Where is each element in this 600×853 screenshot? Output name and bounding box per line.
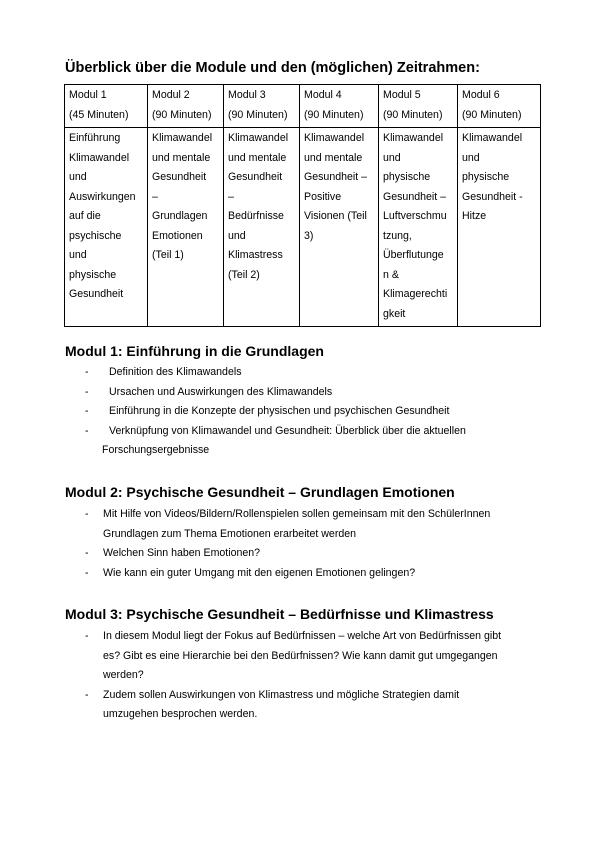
- module-topic-line: Bedürfnisse: [228, 210, 284, 222]
- module-topic-line: Klimagerechti: [383, 288, 448, 300]
- module-topic-line: Klimastress: [228, 249, 283, 261]
- list-item-text: Verknüpfung von Klimawandel und Gesundheit: Überblick über die aktuellen: [109, 424, 466, 437]
- module-topic-line: physische: [383, 171, 431, 183]
- module-duration: (90 Minuten): [304, 108, 364, 121]
- module-topic-line: Auswirkungen: [69, 190, 136, 203]
- module-topic-line: auf die: [69, 210, 101, 222]
- module-topic-cell: [379, 128, 458, 327]
- bullet-dash: -: [85, 688, 89, 701]
- module-topic-line: Hitze: [462, 210, 487, 222]
- module-name: Modul 3: [228, 89, 266, 101]
- bullet-dash: -: [85, 424, 89, 437]
- module-duration: (90 Minuten): [228, 108, 288, 121]
- module-topic-line: Luftverschmu: [383, 210, 447, 222]
- module-topic-line: Klimawandel: [69, 151, 130, 164]
- list-item-text: Ursachen und Auswirkungen des Klimawandels: [109, 385, 333, 398]
- list-item: [85, 564, 543, 584]
- section-title-modul-3: Modul 3: Psychische Gesundheit – Bedürfnisse und Klimastress: [65, 606, 494, 622]
- overview-title: Überblick über die Module und den (möglichen) Zeitrahmen:: [65, 60, 480, 76]
- bullet-dash: -: [85, 547, 89, 560]
- section-list-modul-1: [85, 363, 543, 461]
- module-topic-line: und: [228, 229, 246, 242]
- list-item-text: Definition des Klimawandels: [109, 366, 242, 378]
- list-item: [85, 383, 543, 403]
- bullet-dash: -: [85, 630, 89, 642]
- module-topic-line: Einführung: [69, 132, 121, 144]
- module-topic-line: (Teil 1): [152, 249, 184, 261]
- module-duration: (45 Minuten): [69, 108, 129, 121]
- list-item-text: Welchen Sinn haben Emotionen?: [103, 547, 261, 560]
- module-topic-line: Gesundheit –: [383, 190, 447, 203]
- module-topic-cell: [148, 128, 224, 327]
- list-item: [85, 686, 543, 725]
- module-topic-line: Emotionen: [152, 229, 203, 242]
- list-item: [85, 422, 543, 461]
- module-topic-line: und: [69, 171, 87, 183]
- list-item-text: Grundlagen zum Thema Emotionen erarbeitet werden: [103, 527, 357, 540]
- module-header-cell: [300, 85, 379, 128]
- module-header-cell: [65, 85, 148, 128]
- module-topic-line: und: [383, 151, 401, 164]
- module-topic-cell: [65, 128, 148, 327]
- list-item-text: In diesem Modul liegt der Fokus auf Bedürfnissen – welche Art von Bedürfnissen gibt: [103, 630, 502, 642]
- bullet-dash: -: [85, 566, 89, 579]
- module-duration: (90 Minuten): [152, 108, 212, 121]
- module-topic-line: Gesundheit: [152, 171, 207, 183]
- list-item-text: Einführung in die Konzepte der physischen und psychischen Gesundheit: [109, 405, 450, 418]
- module-name: Modul 5: [383, 89, 421, 101]
- list-item: [85, 544, 543, 564]
- section-list-modul-3: [85, 627, 543, 725]
- module-topic-line: Gesundheit -: [462, 190, 523, 203]
- module-topic-line: physische: [69, 268, 117, 281]
- module-topic-line: Gesundheit: [228, 171, 283, 183]
- module-name: Modul 6: [462, 89, 500, 101]
- module-topic-line: tzung,: [383, 229, 412, 242]
- modules-header-row: [65, 85, 541, 128]
- module-topic-line: Klimawandel: [462, 132, 523, 144]
- module-name: Modul 2: [152, 89, 190, 101]
- module-topic-line: n &: [383, 268, 399, 281]
- list-item-text: Wie kann ein guter Umgang mit den eigenen Emotionen gelingen?: [103, 566, 416, 579]
- list-item-text: werden?: [103, 669, 144, 682]
- module-header-cell: [148, 85, 224, 128]
- module-name: Modul 1: [69, 89, 107, 101]
- module-topic-cell: [458, 128, 541, 327]
- module-header-cell: [224, 85, 300, 128]
- module-duration: (90 Minuten): [462, 108, 522, 121]
- module-topic-line: Klimawandel: [152, 132, 213, 144]
- module-topic-line: und mentale: [304, 151, 363, 164]
- list-item-text: Forschungsergebnisse: [102, 444, 210, 457]
- section-title-modul-2: Modul 2: Psychische Gesundheit – Grundlagen Emotionen: [65, 484, 455, 500]
- module-topic-cell: [300, 128, 379, 327]
- section-list-modul-2: [85, 505, 543, 583]
- module-topic-line: Positive: [304, 190, 342, 203]
- module-topic-line: Gesundheit –: [304, 171, 368, 183]
- bullet-dash: -: [85, 405, 89, 418]
- list-item-text: umzugehen besprochen werden.: [103, 708, 258, 721]
- module-name: Modul 4: [304, 89, 342, 101]
- list-item-text: Zudem sollen Auswirkungen von Klimastress und mögliche Strategien damit: [103, 688, 460, 701]
- module-topic-line: psychische: [69, 229, 122, 242]
- bullet-dash: -: [85, 366, 89, 378]
- list-item: [85, 627, 543, 686]
- module-topic-line: Grundlagen: [152, 210, 208, 222]
- module-topic-line: Klimawandel: [304, 132, 365, 144]
- list-item: [85, 402, 543, 422]
- module-topic-line: Überflutunge: [383, 249, 444, 261]
- list-item-text: es? Gibt es eine Hierarchie bei den Bedürfnissen? Wie kann damit gut umgegangen: [103, 649, 498, 662]
- list-item: [85, 505, 543, 544]
- module-topic-line: und mentale: [152, 151, 211, 164]
- module-topic-line: –: [228, 190, 234, 203]
- module-topic-line: und: [462, 151, 480, 164]
- module-topic-line: gkeit: [383, 307, 406, 320]
- module-topic-line: und mentale: [228, 151, 287, 164]
- section-title-modul-1: Modul 1: Einführung in die Grundlagen: [65, 343, 324, 359]
- module-topic-line: und: [69, 249, 87, 261]
- module-topic-line: (Teil 2): [228, 268, 260, 281]
- modules-table: [64, 84, 541, 327]
- module-duration: (90 Minuten): [383, 108, 443, 121]
- list-item-text: Mit Hilfe von Videos/Bildern/Rollenspielen sollen gemeinsam mit den SchülerInnen: [103, 508, 491, 520]
- module-topic-line: Visionen (Teil: [304, 210, 367, 222]
- module-topic-line: physische: [462, 171, 510, 183]
- bullet-dash: -: [85, 508, 89, 520]
- module-header-cell: [458, 85, 541, 128]
- modules-topic-row: [65, 128, 541, 327]
- module-topic-line: 3): [304, 229, 314, 242]
- bullet-dash: -: [85, 385, 89, 398]
- module-header-cell: [379, 85, 458, 128]
- module-topic-cell: [224, 128, 300, 327]
- module-topic-line: Klimawandel: [228, 132, 289, 144]
- list-item: [85, 363, 543, 383]
- module-topic-line: Klimawandel: [383, 132, 444, 144]
- module-topic-line: Gesundheit: [69, 288, 124, 300]
- module-topic-line: –: [152, 190, 158, 203]
